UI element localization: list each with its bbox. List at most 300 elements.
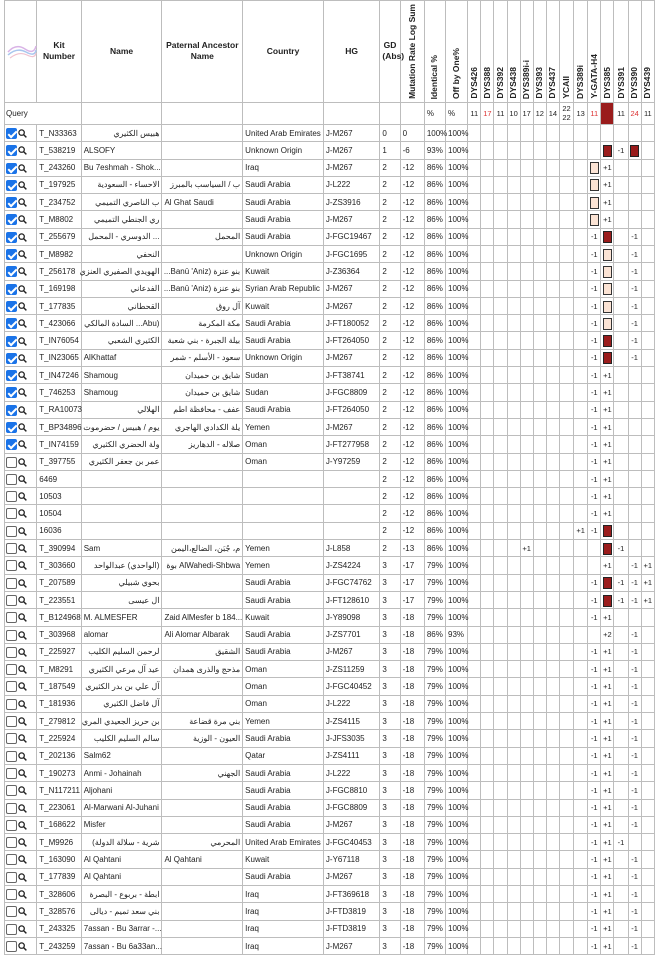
magnifier-icon[interactable]	[18, 458, 27, 467]
table-row[interactable]	[5, 280, 655, 297]
col-dys[interactable]	[520, 1, 533, 103]
magnifier-icon[interactable]	[18, 285, 27, 294]
dys-cell	[559, 401, 573, 418]
dys-cell	[574, 937, 588, 954]
table-row[interactable]	[5, 401, 655, 418]
dys-cell	[494, 920, 507, 937]
row-checkbox[interactable]	[6, 560, 17, 571]
row-checkbox[interactable]	[6, 699, 17, 710]
col-name[interactable]: Name	[81, 1, 162, 103]
dys-cell	[481, 851, 494, 868]
row-checkbox[interactable]	[6, 439, 17, 450]
table-row[interactable]	[5, 124, 655, 141]
dys-cell	[520, 782, 533, 799]
table-row[interactable]	[5, 453, 655, 470]
magnifier-icon[interactable]	[18, 665, 27, 674]
dys-cell	[468, 713, 481, 730]
table-row[interactable]	[5, 194, 655, 211]
col-dys[interactable]	[507, 1, 520, 103]
row-checkbox[interactable]	[6, 214, 17, 225]
dys-cell	[507, 332, 520, 349]
name-cell: الهويدي الصفيري العنزي	[81, 263, 162, 280]
kit-number-cell: T_243260	[37, 159, 81, 176]
col-dys-label: DYS439	[642, 67, 653, 99]
dys-cell	[494, 453, 507, 470]
row-checkbox[interactable]	[6, 820, 17, 831]
table-row[interactable]	[5, 661, 655, 678]
magnifier-icon[interactable]	[18, 181, 27, 190]
off-by-one-cell: 100%	[446, 609, 468, 626]
dys-cell	[559, 851, 573, 868]
magnifier-icon[interactable]	[18, 337, 27, 346]
row-checkbox[interactable]	[6, 405, 17, 416]
table-row[interactable]	[5, 609, 655, 626]
magnifier-icon[interactable]	[18, 475, 27, 484]
dys-cell	[546, 868, 559, 885]
col-dys[interactable]	[481, 1, 494, 103]
row-checkbox[interactable]	[6, 336, 17, 347]
magnifier-icon[interactable]	[18, 786, 27, 795]
row-checkbox[interactable]	[6, 318, 17, 329]
row-checkbox[interactable]	[6, 543, 17, 554]
dys-cell	[494, 885, 507, 902]
table-row[interactable]	[5, 557, 655, 574]
dys-cell	[574, 747, 588, 764]
row-checkbox[interactable]	[6, 664, 17, 675]
table-row[interactable]	[5, 799, 655, 816]
row-select-cell	[5, 747, 37, 764]
magnifier-icon[interactable]	[18, 648, 27, 657]
dys-cell	[533, 816, 546, 833]
dys-cell	[574, 557, 588, 574]
magnifier-icon[interactable]	[18, 129, 27, 138]
table-row[interactable]	[5, 540, 655, 557]
dys-cell	[481, 730, 494, 747]
dys-cell	[533, 297, 546, 314]
table-row[interactable]	[5, 246, 655, 263]
magnifier-icon[interactable]	[18, 509, 27, 518]
row-checkbox[interactable]	[6, 612, 17, 623]
table-row[interactable]	[5, 903, 655, 920]
dys-cell	[614, 228, 628, 245]
dys-cell	[614, 124, 628, 141]
dys-cell	[533, 937, 546, 954]
dys-cell	[494, 868, 507, 885]
magnifier-icon[interactable]	[18, 250, 27, 259]
dys-cell	[481, 384, 494, 401]
table-row[interactable]	[5, 228, 655, 245]
row-select-cell	[5, 228, 37, 245]
dys-cell	[574, 799, 588, 816]
magnifier-icon[interactable]	[18, 579, 27, 588]
col-country[interactable]: Country	[243, 1, 324, 103]
row-checkbox[interactable]	[6, 284, 17, 295]
magnifier-icon[interactable]	[18, 873, 27, 882]
row-checkbox[interactable]	[6, 266, 17, 277]
col-dys[interactable]	[628, 1, 641, 103]
magnifier-icon[interactable]	[18, 423, 27, 432]
col-dys-label: DYS385	[601, 67, 612, 99]
dys-cell	[533, 920, 546, 937]
identical-cell: 86%	[424, 488, 445, 505]
dys-cell	[507, 903, 520, 920]
dys-cell	[468, 920, 481, 937]
paternal-ancestor-cell	[162, 159, 243, 176]
magnifier-icon[interactable]	[18, 371, 27, 380]
col-dys[interactable]	[559, 1, 573, 103]
mutation-rate-cell: -18	[400, 834, 424, 851]
dys-cell: -1	[588, 418, 601, 435]
col-dys[interactable]	[588, 1, 601, 103]
off-by-one-cell: 100%	[446, 834, 468, 851]
magnifier-icon[interactable]	[18, 596, 27, 605]
dys-cell: +1	[601, 851, 614, 868]
table-row[interactable]	[5, 678, 655, 695]
gd-cell: 2	[380, 436, 400, 453]
dys-cell	[468, 176, 481, 193]
off-by-one-cell: 100%	[446, 194, 468, 211]
table-row[interactable]	[5, 297, 655, 314]
row-checkbox[interactable]	[6, 474, 17, 485]
country-cell: Syrian Arab Republic	[243, 280, 324, 297]
dys-cell	[641, 263, 654, 280]
magnifier-icon[interactable]	[18, 925, 27, 934]
magnifier-icon[interactable]	[18, 164, 27, 173]
table-row[interactable]	[5, 384, 655, 401]
col-dys-label: DYS388	[481, 67, 492, 99]
dys-cell	[641, 799, 654, 816]
dys-cell	[494, 747, 507, 764]
row-checkbox[interactable]	[6, 578, 17, 589]
dys-cell: -1	[588, 246, 601, 263]
haplogroup-cell: J-M267	[323, 142, 380, 159]
magnifier-icon[interactable]	[18, 440, 27, 449]
table-row[interactable]	[5, 834, 655, 851]
gd-cell: 2	[380, 194, 400, 211]
row-checkbox[interactable]	[6, 232, 17, 243]
row-checkbox[interactable]	[6, 854, 17, 865]
row-checkbox[interactable]	[6, 751, 17, 762]
dys-cell	[574, 643, 588, 660]
table-row[interactable]	[5, 332, 655, 349]
paternal-ancestor-cell: بيلة الجبرة - بني شعبة	[162, 332, 243, 349]
dys-cell	[559, 540, 573, 557]
dys-cell: +1	[601, 885, 614, 902]
dys-cell	[520, 488, 533, 505]
col-dys[interactable]	[533, 1, 546, 103]
magnifier-icon[interactable]	[18, 146, 27, 155]
row-checkbox[interactable]	[6, 906, 17, 917]
dys-cell	[614, 816, 628, 833]
row-checkbox[interactable]	[6, 353, 17, 364]
off-by-one-cell: 100%	[446, 885, 468, 902]
dys-cell: -1	[628, 903, 641, 920]
name-cell: آل علي بن بدر الكثيري	[81, 678, 162, 695]
row-checkbox[interactable]	[6, 491, 17, 502]
magnifier-icon[interactable]	[18, 804, 27, 813]
table-row[interactable]	[5, 713, 655, 730]
row-select-cell	[5, 194, 37, 211]
dys-cell	[494, 505, 507, 522]
mutation-rate-cell: -18	[400, 695, 424, 712]
row-checkbox[interactable]	[6, 163, 17, 174]
row-select-cell	[5, 142, 37, 159]
gd-cell: 2	[380, 505, 400, 522]
off-by-one-cell: 100%	[446, 903, 468, 920]
dys-cell	[520, 349, 533, 366]
magnifier-icon[interactable]	[18, 544, 27, 553]
row-select-cell	[5, 315, 37, 332]
dys-cell	[641, 349, 654, 366]
dys-cell	[601, 246, 614, 263]
off-by-one-cell: 100%	[446, 678, 468, 695]
magnifier-icon[interactable]	[18, 198, 27, 207]
haplogroup-cell: J-M267	[323, 418, 380, 435]
dys-cell	[574, 920, 588, 937]
table-row[interactable]	[5, 782, 655, 799]
magnifier-icon[interactable]	[18, 942, 27, 951]
dys-cell	[628, 384, 641, 401]
name-cell	[81, 522, 162, 539]
dys-cell	[559, 315, 573, 332]
col-paternal-ancestor[interactable]: Paternal Ancestor Name	[162, 1, 243, 103]
dys-cell	[546, 349, 559, 366]
dys-cell	[468, 903, 481, 920]
table-body	[5, 102, 655, 954]
row-checkbox[interactable]	[6, 526, 17, 537]
magnifier-icon[interactable]	[18, 890, 27, 899]
magnifier-icon[interactable]	[18, 233, 27, 242]
table-row[interactable]	[5, 626, 655, 643]
dys-cell	[507, 885, 520, 902]
row-checkbox[interactable]	[6, 387, 17, 398]
magnifier-icon[interactable]	[18, 492, 27, 501]
row-checkbox[interactable]	[6, 872, 17, 883]
table-row[interactable]	[5, 315, 655, 332]
table-row[interactable]	[5, 643, 655, 660]
table-row[interactable]	[5, 349, 655, 366]
dys-marker-box	[590, 214, 599, 226]
mutation-rate-cell: -18	[400, 816, 424, 833]
col-dys[interactable]	[546, 1, 559, 103]
table-row[interactable]	[5, 695, 655, 712]
table-row[interactable]	[5, 142, 655, 159]
dys-cell: -1	[614, 574, 628, 591]
name-cell: لرحمن السليم الكليب	[81, 643, 162, 660]
col-dys[interactable]	[494, 1, 507, 103]
dys-cell	[574, 315, 588, 332]
col-kit-number[interactable]: Kit Number	[37, 1, 81, 103]
dys-cell	[520, 868, 533, 885]
row-select-cell	[5, 574, 37, 591]
dys-cell	[507, 713, 520, 730]
table-row[interactable]	[5, 159, 655, 176]
table-row[interactable]	[5, 470, 655, 487]
dys-cell	[559, 764, 573, 781]
row-checkbox[interactable]	[6, 180, 17, 191]
magnifier-icon[interactable]	[18, 734, 27, 743]
row-checkbox[interactable]	[6, 733, 17, 744]
dys-cell	[507, 297, 520, 314]
identical-cell: 79%	[424, 799, 445, 816]
col-dys[interactable]	[614, 1, 628, 103]
dys-cell	[614, 194, 628, 211]
name-cell: 7assan - Bu 3arrar -...	[81, 920, 162, 937]
magnifier-icon[interactable]	[18, 388, 27, 397]
dys-cell	[494, 280, 507, 297]
magnifier-icon[interactable]	[18, 855, 27, 864]
table-row[interactable]	[5, 730, 655, 747]
col-dys-label: DYS437	[547, 67, 558, 99]
dys-cell	[641, 885, 654, 902]
table-row[interactable]	[5, 591, 655, 608]
magnifier-icon[interactable]	[18, 700, 27, 709]
row-checkbox[interactable]	[6, 803, 17, 814]
dys-cell	[641, 834, 654, 851]
magnifier-icon[interactable]	[18, 717, 27, 726]
dys-cell	[546, 453, 559, 470]
dys-cell	[481, 661, 494, 678]
table-row[interactable]	[5, 937, 655, 954]
table-row[interactable]	[5, 522, 655, 539]
dys-cell	[468, 782, 481, 799]
table-row[interactable]	[5, 505, 655, 522]
table-row[interactable]	[5, 418, 655, 435]
table-row[interactable]	[5, 885, 655, 902]
col-off-by-one[interactable]	[446, 1, 468, 103]
row-checkbox[interactable]	[6, 422, 17, 433]
magnifier-icon[interactable]	[18, 613, 27, 622]
paternal-ancestor-cell	[162, 695, 243, 712]
magnifier-icon[interactable]	[18, 821, 27, 830]
table-row[interactable]	[5, 868, 655, 885]
table-row[interactable]	[5, 263, 655, 280]
row-checkbox[interactable]	[6, 630, 17, 641]
row-checkbox[interactable]	[6, 457, 17, 468]
magnifier-icon[interactable]	[18, 215, 27, 224]
row-checkbox[interactable]	[6, 128, 17, 139]
name-cell	[81, 488, 162, 505]
col-dys[interactable]	[601, 1, 614, 103]
magnifier-icon[interactable]	[18, 752, 27, 761]
name-cell: (Abu... السادة المالكي	[81, 315, 162, 332]
dys-cell	[574, 176, 588, 193]
identical-cell: 86%	[424, 367, 445, 384]
magnifier-icon[interactable]	[18, 302, 27, 311]
table-row[interactable]	[5, 747, 655, 764]
table-row[interactable]	[5, 176, 655, 193]
row-checkbox[interactable]	[6, 889, 17, 900]
kit-number-cell: T_187549	[37, 678, 81, 695]
country-cell: Iraq	[243, 159, 324, 176]
table-row[interactable]	[5, 488, 655, 505]
magnifier-icon[interactable]	[18, 527, 27, 536]
kit-number-cell: 10504	[37, 505, 81, 522]
query-dys-value: 11	[614, 102, 628, 124]
table-row[interactable]	[5, 764, 655, 781]
col-identical[interactable]	[424, 1, 445, 103]
col-genetic-distance[interactable]: GD (Abs)	[380, 1, 400, 103]
magnifier-icon[interactable]	[18, 769, 27, 778]
table-row[interactable]	[5, 851, 655, 868]
country-cell: Qatar	[243, 747, 324, 764]
gd-cell: 2	[380, 228, 400, 245]
name-cell: بني سعد تميم - ديالى	[81, 903, 162, 920]
off-by-one-cell: 100%	[446, 263, 468, 280]
table-row[interactable]	[5, 574, 655, 591]
row-checkbox[interactable]	[6, 370, 17, 381]
row-checkbox[interactable]	[6, 716, 17, 727]
dys-cell	[559, 695, 573, 712]
table-row[interactable]	[5, 367, 655, 384]
dys-cell: +1	[601, 488, 614, 505]
magnifier-icon[interactable]	[18, 319, 27, 328]
mutation-rate-cell: -18	[400, 643, 424, 660]
dys-cell: -1	[588, 903, 601, 920]
row-checkbox[interactable]	[6, 508, 17, 519]
row-checkbox[interactable]	[6, 837, 17, 848]
haplogroup-cell: J-ZS3916	[323, 194, 380, 211]
kit-number-cell: T_243259	[37, 937, 81, 954]
table-row[interactable]	[5, 920, 655, 937]
col-haplogroup[interactable]: HG	[323, 1, 380, 103]
row-checkbox[interactable]	[6, 785, 17, 796]
paternal-ancestor-cell: مذحج والذرى همدان	[162, 661, 243, 678]
dys-cell	[574, 142, 588, 159]
haplogroup-cell: J-ZS4115	[323, 713, 380, 730]
magnifier-icon[interactable]	[18, 354, 27, 363]
haplogroup-cell: J-FGC19467	[323, 228, 380, 245]
row-checkbox[interactable]	[6, 249, 17, 260]
table-row[interactable]	[5, 436, 655, 453]
dys-cell	[494, 159, 507, 176]
magnifier-icon[interactable]	[18, 561, 27, 570]
dys-cell	[614, 384, 628, 401]
query-cell	[81, 102, 162, 124]
dys-cell: -1	[628, 695, 641, 712]
magnifier-icon[interactable]	[18, 267, 27, 276]
paternal-ancestor-cell	[162, 211, 243, 228]
off-by-one-cell: 100%	[446, 453, 468, 470]
table-row[interactable]	[5, 816, 655, 833]
row-checkbox[interactable]	[6, 647, 17, 658]
magnifier-icon[interactable]	[18, 907, 27, 916]
row-checkbox[interactable]	[6, 924, 17, 935]
dys-cell	[494, 142, 507, 159]
magnifier-icon[interactable]	[18, 406, 27, 415]
row-checkbox[interactable]	[6, 768, 17, 779]
col-dys[interactable]	[641, 1, 654, 103]
dys-cell	[533, 799, 546, 816]
magnifier-icon[interactable]	[18, 838, 27, 847]
row-checkbox[interactable]	[6, 595, 17, 606]
magnifier-icon[interactable]	[18, 631, 27, 640]
row-checkbox[interactable]	[6, 145, 17, 156]
col-dys[interactable]	[574, 1, 588, 103]
row-checkbox[interactable]	[6, 681, 17, 692]
table-row[interactable]	[5, 211, 655, 228]
col-dys[interactable]	[468, 1, 481, 103]
magnifier-icon[interactable]	[18, 682, 27, 691]
dys-cell	[628, 194, 641, 211]
dys-cell	[574, 764, 588, 781]
dys-cell	[481, 747, 494, 764]
row-checkbox[interactable]	[6, 941, 17, 952]
dys-cell: -1	[588, 834, 601, 851]
row-checkbox[interactable]	[6, 301, 17, 312]
row-checkbox[interactable]	[6, 197, 17, 208]
mutation-rate-cell: -12	[400, 280, 424, 297]
